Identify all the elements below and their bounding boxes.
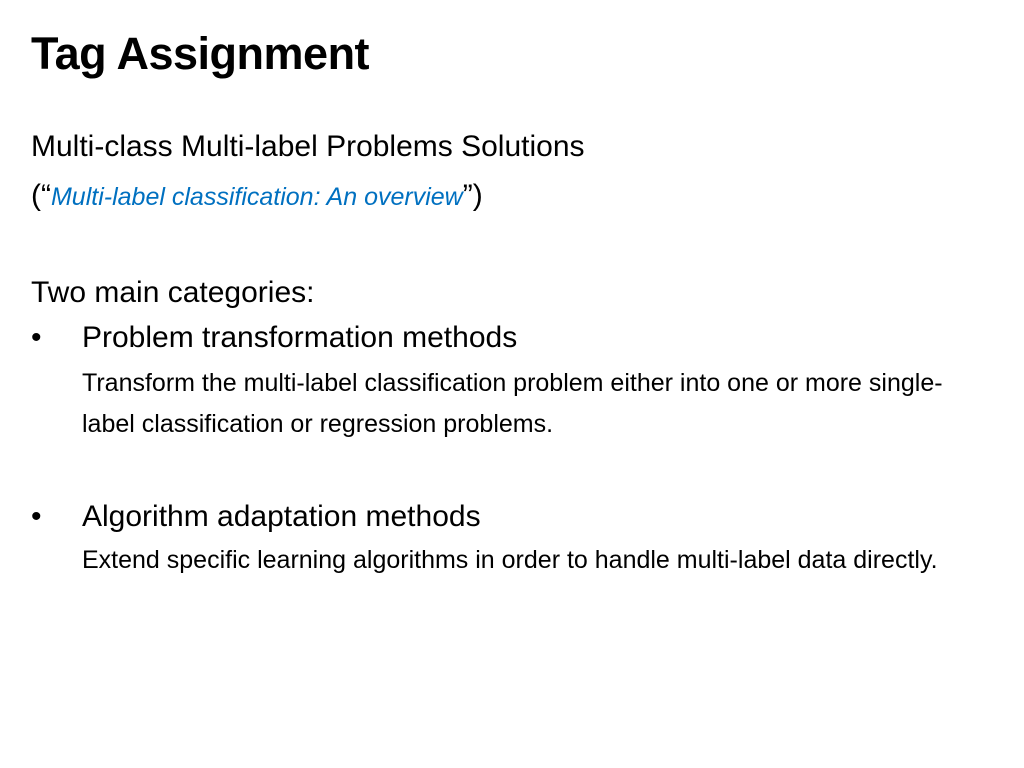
- reference-open-paren: (“: [31, 179, 51, 212]
- bullet-icon: •: [31, 321, 42, 354]
- bullet-description-problem-transformation: Transform the multi-label classification problem either into one or more single-label classification or regression problems.: [82, 369, 943, 438]
- reference-line: [31, 176, 483, 217]
- bullet-description-algorithm-adaptation: Extend specific learning algorithms in order to handle multi-label data directly.: [82, 546, 938, 574]
- categories-heading: Two main categories:: [31, 276, 315, 309]
- bullet-heading-algorithm-adaptation: Algorithm adaptation methods: [82, 500, 481, 533]
- bullet-heading-problem-transformation: Problem transformation methods: [82, 321, 518, 354]
- bullet-icon: •: [31, 500, 42, 533]
- reference-link[interactable]: Multi-label classification: An overview: [50, 183, 463, 211]
- slide-subtitle: Multi-class Multi-label Problems Solutions: [31, 130, 585, 163]
- slide-title: Tag Assignment: [31, 28, 370, 79]
- reference-close-paren: ”): [462, 179, 483, 212]
